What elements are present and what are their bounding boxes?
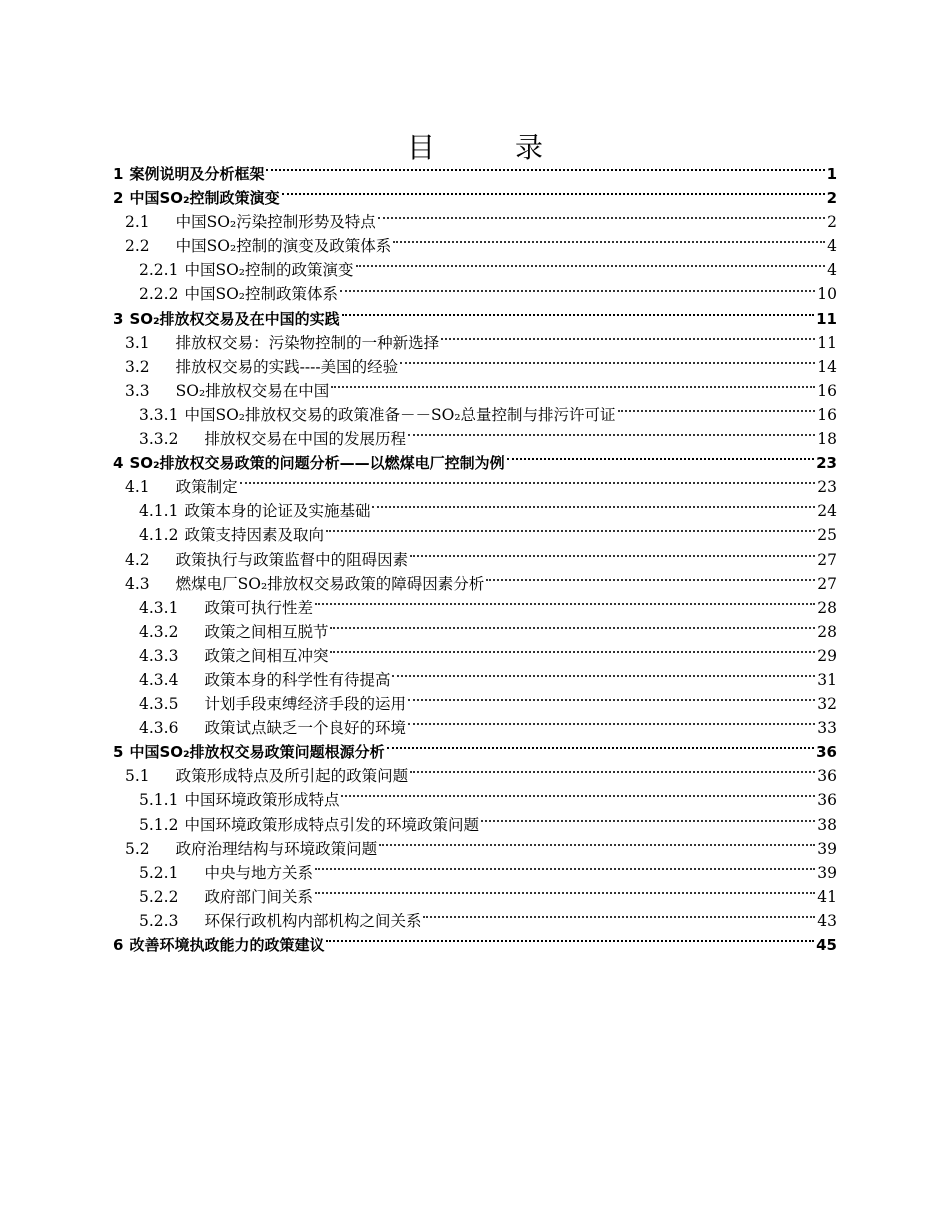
toc-entry-number: 4 xyxy=(113,454,124,473)
toc-entry-title: 中国SO₂控制政策体系 xyxy=(184,285,338,304)
toc-entry-number: 2.2.1 xyxy=(139,261,179,280)
toc-entry-title: 案例说明及分析框架 xyxy=(129,165,265,183)
toc-entry-title: 环保行政机构内部机构之间关系 xyxy=(204,911,422,930)
toc-entry-number: 5.1.2 xyxy=(139,815,179,834)
dot-leader xyxy=(315,868,815,870)
table-of-contents xyxy=(113,162,837,957)
dot-leader xyxy=(393,241,825,243)
toc-entry-title: 政策本身的科学性有待提高 xyxy=(204,670,391,689)
dot-leader xyxy=(326,530,815,532)
toc-entry-number: 2.2 xyxy=(125,237,150,256)
toc-entry-page-number: 11 xyxy=(816,309,837,328)
toc-entry[interactable] xyxy=(113,282,837,306)
toc-entry[interactable] xyxy=(113,403,837,427)
toc-entry-title: 燃煤电厂SO₂排放权交易政策的障碍因素分析 xyxy=(175,574,485,593)
dot-leader xyxy=(392,675,815,677)
toc-entry[interactable] xyxy=(113,644,837,668)
dot-leader xyxy=(486,579,815,581)
toc-entry[interactable] xyxy=(113,620,837,644)
toc-entry-page-number: 23 xyxy=(817,478,837,497)
toc-entry-number: 2.1 xyxy=(125,213,150,232)
toc-entry-number: 5.2 xyxy=(125,839,150,858)
toc-entry-number: 4.3.1 xyxy=(139,598,179,617)
toc-entry-page-number: 10 xyxy=(817,285,837,304)
toc-entry-number: 4.3.6 xyxy=(139,719,179,738)
dot-leader xyxy=(423,916,815,918)
toc-entry-number: 4.2 xyxy=(125,550,150,569)
toc-entry-number: 5.2.1 xyxy=(139,863,179,882)
toc-entry-number: 6 xyxy=(113,936,124,954)
toc-entry-number: 5.2.2 xyxy=(139,887,179,906)
toc-entry[interactable] xyxy=(113,596,837,620)
toc-entry-title: 政府部门间关系 xyxy=(204,887,313,906)
toc-entry-number: 3.3 xyxy=(125,381,150,400)
toc-entry-page-number: 38 xyxy=(817,815,837,834)
toc-entry-title: 政策形成特点及所引起的政策问题 xyxy=(175,767,409,786)
toc-entry[interactable] xyxy=(113,668,837,692)
dot-leader xyxy=(507,458,815,460)
toc-entry-title: SO₂排放权交易政策的问题分析——以燃煤电厂控制为例 xyxy=(129,454,505,473)
dot-leader xyxy=(330,651,815,653)
page-title: 目 录 xyxy=(406,131,569,164)
toc-entry-page-number: 41 xyxy=(817,887,837,906)
toc-entry-title: SO₂排放权交易在中国 xyxy=(175,381,330,400)
dot-leader xyxy=(240,482,816,484)
toc-entry-page-number: 43 xyxy=(817,911,837,930)
toc-entry-title: 政府治理结构与环境政策问题 xyxy=(175,839,378,858)
toc-entry[interactable] xyxy=(113,548,837,572)
toc-entry-page-number: 18 xyxy=(817,430,837,449)
toc-entry[interactable] xyxy=(113,331,837,355)
dot-leader xyxy=(315,892,815,894)
toc-entry-title: 排放权交易在中国的发展历程 xyxy=(204,430,406,449)
dot-leader xyxy=(356,265,826,267)
toc-entry-page-number: 36 xyxy=(817,767,837,786)
toc-entry-page-number: 11 xyxy=(817,333,837,352)
toc-entry-page-number: 2 xyxy=(827,213,837,232)
dot-leader xyxy=(341,795,815,797)
toc-entry-number: 2 xyxy=(113,189,124,208)
toc-entry-title: 中国SO₂控制的演变及政策体系 xyxy=(175,237,392,256)
dot-leader xyxy=(331,386,815,388)
toc-entry-title: 中央与地方关系 xyxy=(204,863,313,882)
toc-entry-title: 政策可执行性差 xyxy=(204,598,313,617)
dot-leader xyxy=(410,771,815,773)
toc-entry-number: 2.2.2 xyxy=(139,285,179,304)
toc-entry-number: 3.2 xyxy=(125,357,150,376)
dot-leader xyxy=(326,940,814,942)
toc-entry-title: 中国SO₂污染控制形势及特点 xyxy=(175,213,376,232)
toc-entry-page-number: 25 xyxy=(817,526,837,545)
toc-entry[interactable] xyxy=(113,427,837,451)
toc-entry-title: 政策之间相互冲突 xyxy=(204,646,329,665)
toc-entry-title: 中国SO₂排放权交易政策问题根源分析 xyxy=(129,743,385,762)
dot-leader xyxy=(400,362,815,364)
toc-entry-title: 政策支持因素及取向 xyxy=(184,526,324,545)
toc-entry-number: 1 xyxy=(113,165,124,183)
toc-entry-title: 中国SO₂排放权交易的政策准备－－SO₂总量控制与排污许可证 xyxy=(184,405,616,424)
toc-entry-page-number: 39 xyxy=(817,839,837,858)
toc-entry-title: SO₂排放权交易及在中国的实践 xyxy=(129,309,340,328)
toc-entry[interactable] xyxy=(113,716,837,740)
toc-entry-page-number: 29 xyxy=(817,646,837,665)
toc-entry-page-number: 28 xyxy=(817,598,837,617)
toc-entry[interactable] xyxy=(113,813,837,837)
toc-entry[interactable] xyxy=(113,788,837,812)
toc-entry-title: 中国环境政策形成特点 xyxy=(184,791,340,810)
toc-entry-page-number: 27 xyxy=(817,550,837,569)
toc-entry[interactable] xyxy=(113,837,837,861)
toc-entry-page-number: 27 xyxy=(817,574,837,593)
toc-entry-title: 计划手段束缚经济手段的运用 xyxy=(204,695,406,714)
dot-leader xyxy=(378,217,825,219)
dot-leader xyxy=(340,290,815,292)
toc-entry-number: 4.1 xyxy=(125,478,150,497)
toc-entry-title: 中国SO₂控制政策演变 xyxy=(129,189,280,208)
dot-leader xyxy=(379,844,815,846)
dot-leader xyxy=(618,410,816,412)
toc-entry-page-number: 14 xyxy=(817,357,837,376)
toc-entry[interactable] xyxy=(113,499,837,523)
dot-leader xyxy=(408,723,815,725)
toc-entry-title: 改善环境执政能力的政策建议 xyxy=(129,936,325,954)
toc-entry-page-number: 36 xyxy=(816,743,837,762)
toc-entry-page-number: 16 xyxy=(817,405,837,424)
dot-leader xyxy=(410,555,815,557)
toc-entry-number: 3.3.1 xyxy=(139,405,179,424)
toc-entry-number: 5 xyxy=(113,743,124,762)
toc-entry[interactable] xyxy=(113,475,837,499)
toc-entry[interactable] xyxy=(113,379,837,403)
toc-entry-page-number: 39 xyxy=(817,863,837,882)
toc-entry[interactable] xyxy=(113,258,837,282)
toc-entry-number: 5.2.3 xyxy=(139,911,179,930)
dot-leader xyxy=(408,699,815,701)
toc-entry-page-number: 4 xyxy=(827,261,837,280)
toc-entry-page-number: 23 xyxy=(816,454,837,473)
toc-entry-number: 4.3.2 xyxy=(139,622,179,641)
dot-leader xyxy=(387,747,815,749)
dot-leader xyxy=(315,603,815,605)
toc-entry-number: 3.1 xyxy=(125,333,150,352)
toc-entry[interactable] xyxy=(113,909,837,933)
toc-entry[interactable] xyxy=(113,885,837,909)
toc-entry[interactable] xyxy=(113,307,837,331)
toc-entry-title: 中国环境政策形成特点引发的环境政策问题 xyxy=(184,815,479,834)
toc-entry-page-number: 16 xyxy=(817,381,837,400)
dot-leader xyxy=(441,338,815,340)
toc-entry[interactable] xyxy=(113,692,837,716)
toc-entry-title: 排放权交易的实践----美国的经验 xyxy=(175,357,399,376)
toc-entry[interactable] xyxy=(113,186,837,210)
toc-entry-page-number: 31 xyxy=(817,670,837,689)
toc-entry-number: 4.3.4 xyxy=(139,670,179,689)
toc-entry-page-number: 2 xyxy=(826,189,837,208)
toc-entry-page-number: 24 xyxy=(817,502,837,521)
toc-entry-number: 4.3 xyxy=(125,574,150,593)
toc-entry[interactable] xyxy=(113,572,837,596)
toc-entry-page-number: 33 xyxy=(817,719,837,738)
toc-entry-page-number: 28 xyxy=(817,622,837,641)
toc-entry-page-number: 32 xyxy=(817,695,837,714)
toc-entry[interactable] xyxy=(113,451,837,475)
toc-entry-number: 4.1.1 xyxy=(139,502,179,521)
toc-entry-title: 政策执行与政策监督中的阻碍因素 xyxy=(175,550,409,569)
toc-entry-number: 4.3.5 xyxy=(139,695,179,714)
dot-leader xyxy=(372,506,815,508)
toc-entry-title: 政策本身的论证及实施基础 xyxy=(184,502,371,521)
toc-entry[interactable] xyxy=(113,523,837,547)
toc-entry[interactable] xyxy=(113,355,837,379)
toc-entry-number: 5.1 xyxy=(125,767,150,786)
dot-leader xyxy=(408,434,815,436)
toc-entry-number: 3.3.2 xyxy=(139,430,179,449)
toc-entry[interactable] xyxy=(113,210,837,234)
toc-entry-number: 4.1.2 xyxy=(139,526,179,545)
dot-leader xyxy=(481,820,815,822)
toc-entry-title: 政策试点缺乏一个良好的环境 xyxy=(204,719,406,738)
dot-leader xyxy=(282,193,825,195)
toc-entry-number: 4.3.3 xyxy=(139,646,179,665)
toc-entry-page-number: 1 xyxy=(826,165,837,183)
toc-entry[interactable] xyxy=(113,162,837,186)
dot-leader xyxy=(330,627,815,629)
toc-entry[interactable] xyxy=(113,234,837,258)
dot-leader xyxy=(266,169,824,171)
toc-entry[interactable] xyxy=(113,740,837,764)
toc-entry-page-number: 36 xyxy=(817,791,837,810)
toc-entry-title: 排放权交易：污染物控制的一种新选择 xyxy=(175,333,440,352)
toc-entry-title: 政策制定 xyxy=(175,478,238,497)
toc-entry-number: 3 xyxy=(113,309,124,328)
dot-leader xyxy=(342,314,815,316)
toc-entry-page-number: 4 xyxy=(827,237,837,256)
toc-entry-number: 5.1.1 xyxy=(139,791,179,810)
toc-entry-title: 中国SO₂控制的政策演变 xyxy=(184,261,354,280)
toc-entry-title: 政策之间相互脱节 xyxy=(204,622,329,641)
toc-entry-page-number: 45 xyxy=(816,936,837,954)
toc-entry[interactable] xyxy=(113,764,837,788)
toc-entry[interactable] xyxy=(113,933,837,957)
toc-entry[interactable] xyxy=(113,861,837,885)
